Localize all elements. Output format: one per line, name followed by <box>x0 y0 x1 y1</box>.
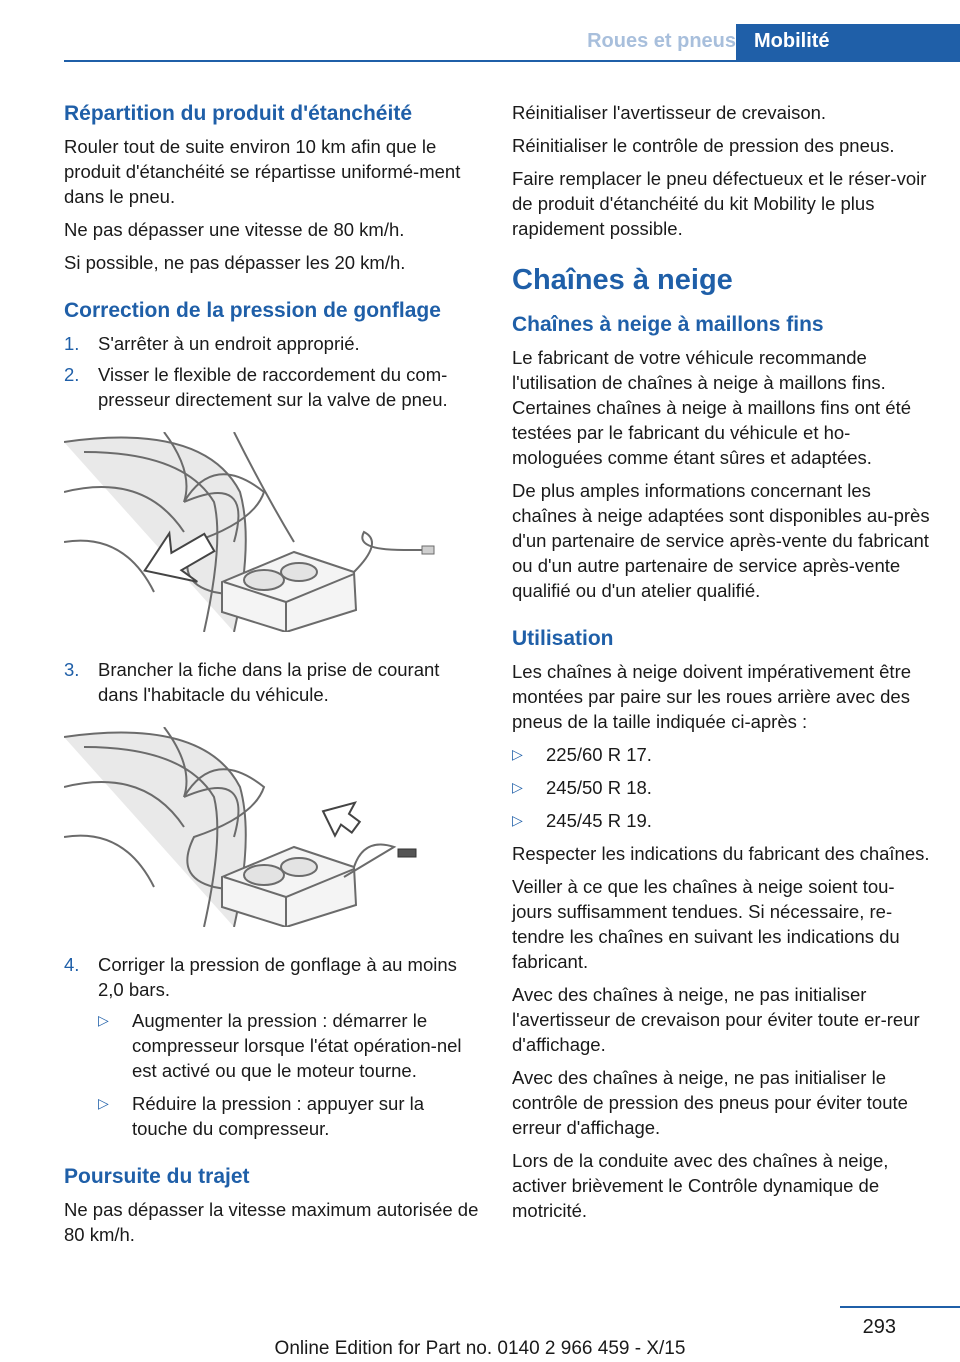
section-tab[interactable]: Roues et pneus <box>587 30 736 52</box>
heading-poursuite: Poursuite du trajet <box>64 1165 250 1188</box>
triangle-bullet-icon: ▷ <box>512 746 523 762</box>
chapter-tab[interactable]: Mobilité <box>736 24 960 60</box>
step-item <box>64 331 480 356</box>
tire-size-item <box>512 808 932 833</box>
heading-maillons: Chaînes à neige à maillons fins <box>512 313 824 336</box>
triangle-bullet-icon: ▷ <box>98 1095 109 1111</box>
left-column <box>64 100 480 1255</box>
step-number: 2. <box>64 364 80 385</box>
tire-size: 245/45 R 19. <box>546 810 652 831</box>
heading-chaines: Chaînes à neige <box>512 264 733 296</box>
tire-size: 225/60 R 17. <box>546 744 652 765</box>
plug-socket-illustration <box>64 727 480 927</box>
paragraph: Avec des chaînes à neige, ne pas initialiser l'avertisseur de crevaison pour éviter toute er‐reur d'affichage. <box>512 984 920 1055</box>
tire-size: 245/50 R 18. <box>546 777 652 798</box>
edition-note: Online Edition for Part no. 0140 2 966 459 - X/15 <box>274 1338 686 1359</box>
bullet-text: Réduire la pression : appuyer sur la touche du compresseur. <box>132 1093 425 1139</box>
step-item <box>64 657 480 707</box>
triangle-bullet-icon: ▷ <box>512 812 523 828</box>
step-item <box>64 362 480 412</box>
paragraph: Réinitialiser l'avertisseur de crevaison. <box>512 102 827 123</box>
paragraph: Lors de la conduite avec des chaînes à neige, activer brièvement le Contrôle dynamique de motricité. <box>512 1150 889 1221</box>
step-number: 1. <box>64 333 80 354</box>
sub-bullet-item <box>98 1008 480 1083</box>
paragraph: Faire remplacer le pneu défectueux et le réser‐voir de produit d'étanchéité du kit Mobility le plus rapidement possible. <box>512 168 927 239</box>
right-column <box>512 100 932 1231</box>
triangle-bullet-icon: ▷ <box>512 779 523 795</box>
step-item <box>64 952 480 1002</box>
tire-size-item <box>512 742 932 767</box>
bullet-text: Augmenter la pression : démarrer le compresseur lorsque l'état opération‐nel est activé ou que le moteur tourne. <box>132 1010 462 1081</box>
tire-size-item <box>512 775 932 800</box>
step-text: Visser le flexible de raccordement du com‐presseur directement sur la valve de pneu. <box>98 364 448 410</box>
step-text: Brancher la fiche dans la prise de courant dans l'habitacle du véhicule. <box>98 659 440 705</box>
compressor-valve-illustration <box>64 432 480 632</box>
arrow-icon <box>319 797 363 839</box>
heading-correction: Correction de la pression de gonflage <box>64 299 441 322</box>
paragraph: Réinitialiser le contrôle de pression des pneus. <box>512 135 895 156</box>
step-number: 4. <box>64 954 80 975</box>
paragraph: Veiller à ce que les chaînes à neige soient tou‐jours suffisamment tendues. Si nécessaire, re‐tendre les chaînes en suivant les indications du fabricant. <box>512 876 900 972</box>
heading-repartition: Répartition du produit d'étanchéité <box>64 102 412 125</box>
paragraph: Avec des chaînes à neige, ne pas initialiser le contrôle de pression des pneus pour éviter toute erreur d'affichage. <box>512 1067 908 1138</box>
paragraph: Si possible, ne pas dépasser les 20 km/h. <box>64 252 406 273</box>
triangle-bullet-icon: ▷ <box>98 1012 109 1028</box>
step-text: S'arrêter à un endroit approprié. <box>98 333 360 354</box>
step-text: Corriger la pression de gonflage à au moins 2,0 bars. <box>98 954 457 1000</box>
step-number: 3. <box>64 659 80 680</box>
paragraph: Ne pas dépasser la vitesse maximum autorisée de 80 km/h. <box>64 1199 479 1245</box>
paragraph: De plus amples informations concernant les chaînes à neige adaptées sont disponibles au‐près d'un partenaire de service après-vente du fabricant ou d'un autre partenaire de service après-vente qualifié ou d'un atelier qualifié. <box>512 480 930 601</box>
paragraph: Le fabricant de votre véhicule recommande l'utilisation de chaînes à neige à maillons fins. Certaines chaînes à neige à maillons fins ont été testées par le fabricant du véhicule et ho‐mologuées comme étant sûres et adaptées. <box>512 347 912 468</box>
paragraph: Ne pas dépasser une vitesse de 80 km/h. <box>64 219 405 240</box>
paragraph: Les chaînes à neige doivent impérativement être montées par paire sur les roues arrière avec des pneus de la taille indiquée ci-après : <box>512 661 912 732</box>
footer-rule <box>840 1306 960 1308</box>
page-number: 293 <box>862 1316 896 1338</box>
sub-bullet-item <box>98 1091 480 1141</box>
header-rule <box>64 60 960 62</box>
page-header <box>0 0 960 62</box>
heading-utilisation: Utilisation <box>512 627 614 650</box>
paragraph: Rouler tout de suite environ 10 km afin que le produit d'étanchéité se répartisse uniformé‐ment dans le pneu. <box>64 136 461 207</box>
paragraph: Respecter les indications du fabricant des chaînes. <box>512 843 930 864</box>
